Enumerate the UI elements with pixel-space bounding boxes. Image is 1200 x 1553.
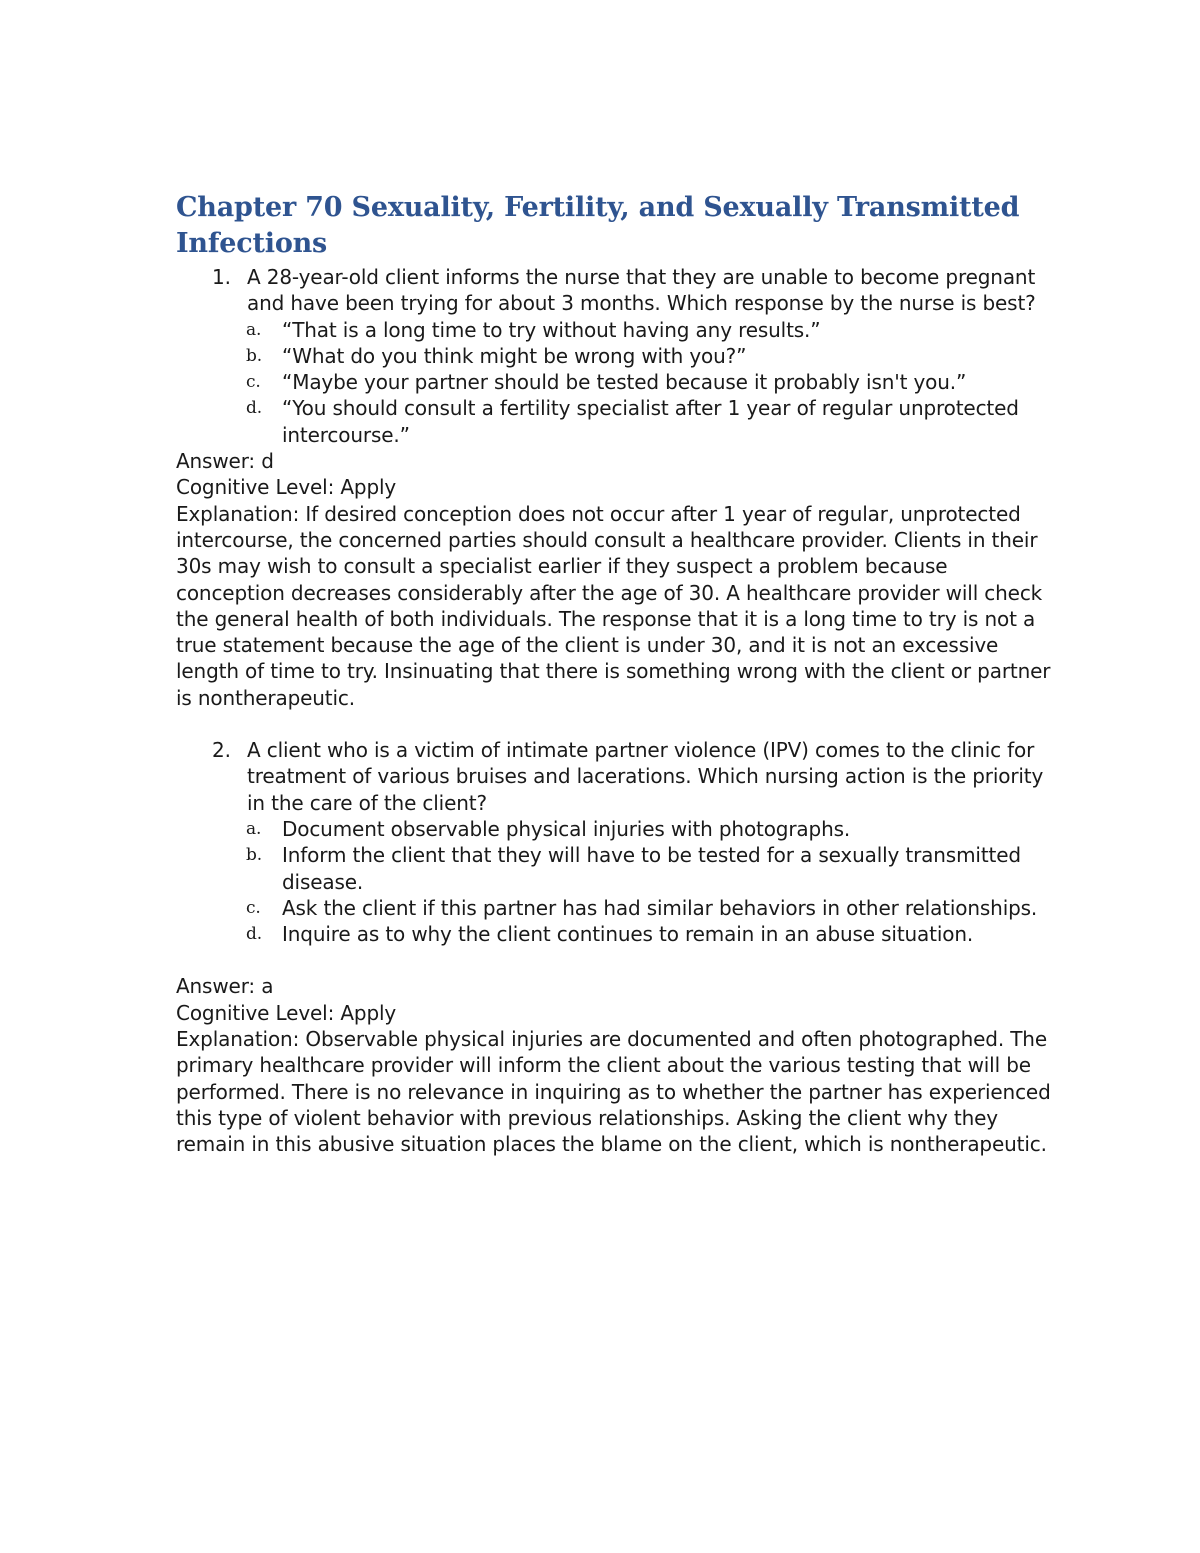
answer-line: Answer: d (176, 449, 274, 474)
option-text: Ask the client if this partner has had similar behaviors in other relationships. (282, 895, 1038, 920)
question-text: A 28-year-old client informs the nurse that they are unable to become pregnant and have been trying for about 3 months. Which response by the nurse is best? (247, 265, 1036, 316)
question-text: A client who is a victim of intimate partner violence (IPV) comes to the clinic for treatment of various bruises and lacerations. Which nursing action is the priority in the care of the client? (247, 738, 1044, 815)
cognitive-level-line: Cognitive Level: Apply (176, 1000, 397, 1025)
option-letter: a. (246, 319, 262, 340)
option-text: “That is a long time to try without having any results.” (282, 317, 821, 342)
spacer (176, 711, 1056, 737)
option-letter: a. (246, 818, 262, 839)
cognitive-level-line: Cognitive Level: Apply (176, 475, 397, 500)
option-item (176, 921, 1056, 947)
option-item (176, 842, 1056, 895)
option-item (176, 816, 1056, 842)
option-item (176, 317, 1056, 343)
question-stem (176, 264, 1056, 317)
option-text: Document observable physical injuries with photographs. (282, 816, 851, 841)
option-letter: d. (246, 398, 262, 419)
option-text: “Maybe your partner should be tested because it probably isn't you.” (282, 370, 967, 395)
option-letter: c. (246, 372, 261, 393)
option-text: “What do you think might be wrong with you?” (282, 343, 747, 368)
chapter-title: Chapter 70 Sexuality, Fertility, and Sexually Transmitted Infections (176, 192, 1020, 259)
option-item (176, 895, 1056, 921)
document-page (176, 190, 1056, 1158)
answer-line: Answer: a (176, 974, 274, 999)
option-text: Inquire as to why the client continues to remain in an abuse situation. (282, 922, 974, 947)
explanation-paragraph: Explanation: Observable physical injuries are documented and often photographed. The primary healthcare provider will inform the client about the various testing that will be performed. There is no relevance in inquiring as to whether the partner has experienced this type of violent behavior with previous relationships. Asking the client why they remain in this abusive situation places the blame on the client, which is nontherapeutic. (176, 1027, 1051, 1157)
option-text: “You should consult a fertility specialist after 1 year of regular unprotected intercourse.” (282, 396, 1019, 447)
option-text: Inform the client that they will have to be tested for a sexually transmitted disease. (282, 843, 1021, 894)
option-letter: b. (246, 845, 262, 866)
option-item (176, 395, 1056, 448)
spacer (176, 947, 1056, 973)
question-block-1 (176, 264, 1056, 711)
question-number: 1. (212, 265, 231, 289)
option-letter: b. (246, 345, 262, 366)
option-letter: c. (246, 897, 261, 918)
question-number: 2. (212, 738, 231, 763)
question-stem (176, 737, 1056, 816)
option-item (176, 369, 1056, 395)
question-block-2 (176, 737, 1056, 1157)
explanation-paragraph: Explanation: If desired conception does not occur after 1 year of regular, unprotected intercourse, the concerned parties should consult a healthcare provider. Clients in their 30s may wish to consult a specialist earlier if they suspect a problem because conception decreases considerably after the age of 30. A healthcare provider will check the general health of both individuals. The response that it is a long time to try is not a true statement because the age of the client is under 30, and it is not an excessive length of time to try. Insinuating that there is something wrong with the client or partner is nontherapeutic. (176, 501, 1051, 710)
option-letter: d. (246, 924, 262, 945)
option-item (176, 343, 1056, 369)
